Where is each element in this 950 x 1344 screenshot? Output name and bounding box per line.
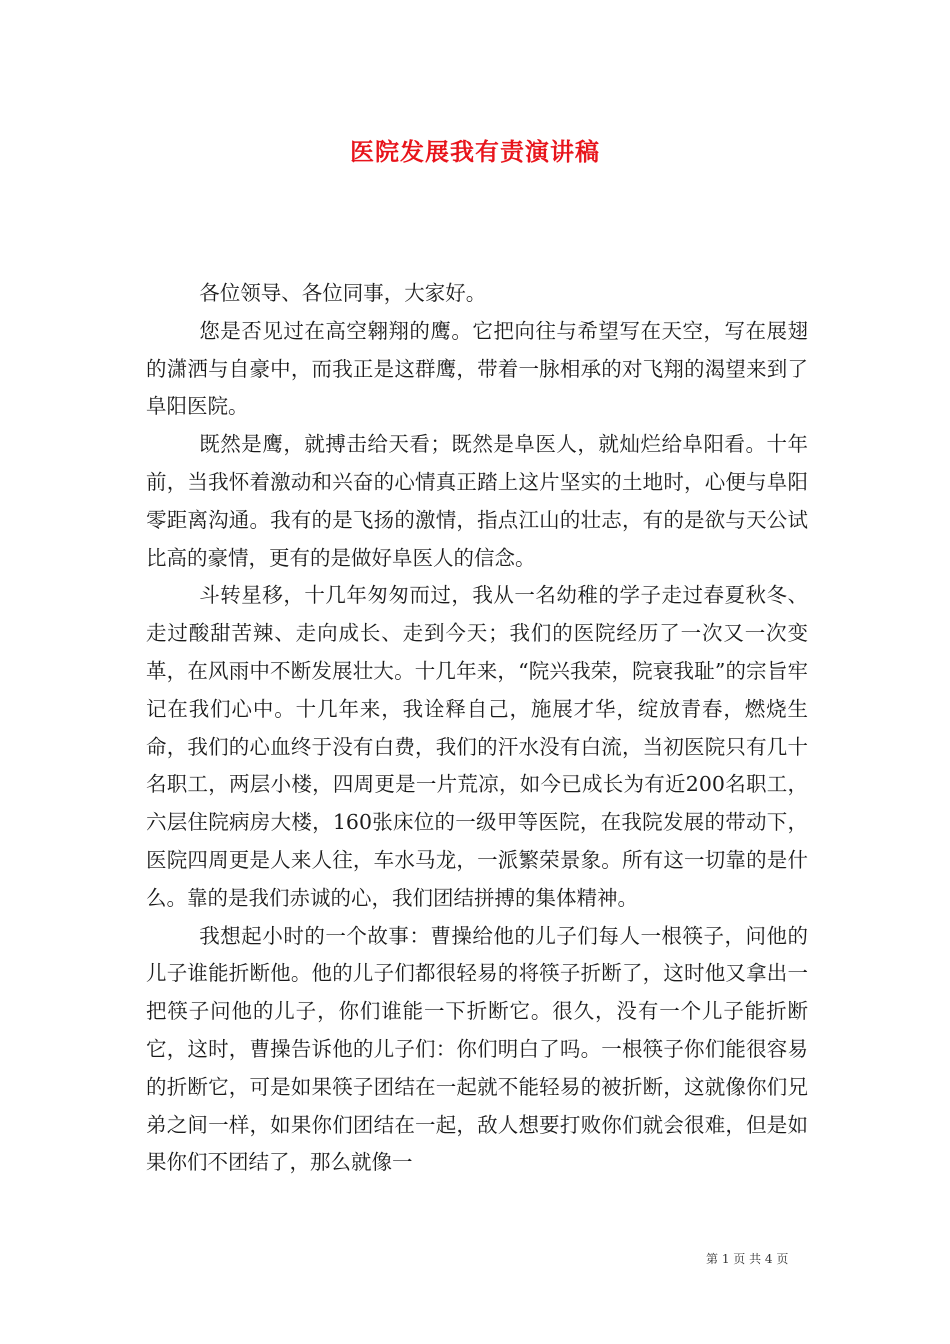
paragraph-eagle: 您是否见过在高空翱翔的鹰。它把向往与希望写在天空，写在展翅的潇洒与自豪中，而我正是这群鹰，带着一脉相承的对飞翔的渴望来到了阜阳医院。 [146, 318, 808, 419]
paragraph-story: 我想起小时的一个故事：曹操给他的儿子们每人一根筷子，问他的儿子谁能折断他。他的儿子们都很轻易的将筷子折断了，这时他又拿出一把筷子问他的儿子，你们谁能一下折断它。很久，没有一个儿子能折断它，这时，曹操告诉他的儿子们：你们明白了吗。一根筷子你们能很容易的折断它，可是如果筷子团结在一起就不能轻易的被折断，这就像你们兄弟之间一样，如果你们团结在一起，敌人想要打败你们就会很难，但是如果你们不团结了，那么就像一 [146, 923, 808, 1175]
paragraph-greeting: 各位领导、各位同事，大家好。 [199, 281, 487, 305]
document-body [146, 275, 808, 1182]
page-number-footer: 第 1 页 共 4 页 [706, 1252, 789, 1266]
paragraph-development: 斗转星移，十几年匆匆而过，我从一名幼稚的学子走过春夏秋冬、走过酸甜苦辣、走向成长、走到今天；我们的医院经历了一次又一次变革，在风雨中不断发展壮大。十几年来，“院兴我荣，院衰我耻”的宗旨牢记在我们心中。十几年来，我诠释自己，施展才华，绽放青春，燃烧生命，我们的心血终于没有白费，我们的汗水没有白流，当初医院只有几十名职工，两层小楼，四周更是一片荒凉，如今已成长为有近200名职工，六层住院病房大楼，160张床位的一级甲等医院，在我院发展的带动下，医院四周更是人来人往，车水马龙，一派繁荣景象。所有这一切靠的是什么。靠的是我们赤诚的心，我们团结拼搏的集体精神。 [146, 583, 808, 910]
document-title: 医院发展我有责演讲稿 [350, 137, 600, 166]
paragraph-ambition: 既然是鹰，就搏击给天看；既然是阜医人，就灿烂给阜阳看。十年前，当我怀着激动和兴奋的心情真正踏上这片坚实的土地时，心便与阜阳零距离沟通。我有的是飞扬的激情，指点江山的壮志，有的是欲与天公试比高的豪情，更有的是做好阜医人的信念。 [146, 432, 808, 570]
